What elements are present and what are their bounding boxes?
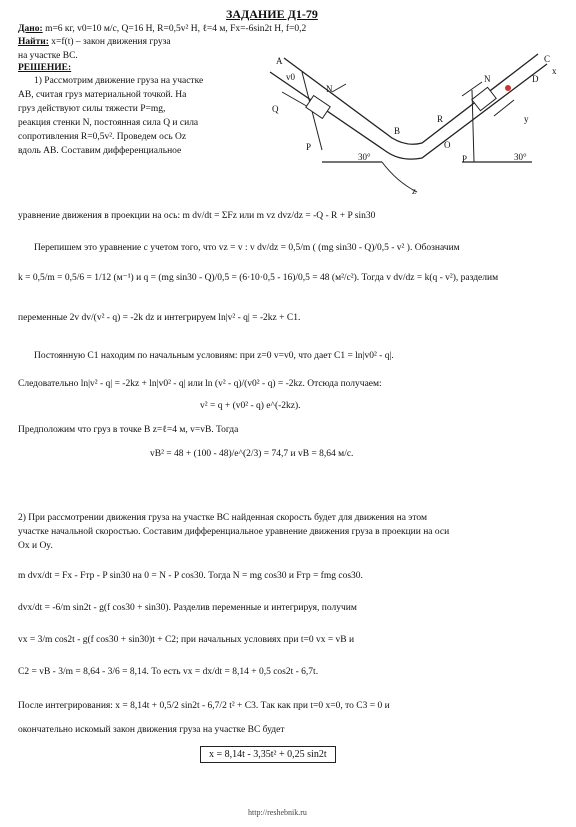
find-text: x=f(t) – закон движения груза bbox=[51, 37, 171, 47]
left-para-line: вдоль AB. Составим дифференциальное bbox=[18, 146, 182, 156]
answer-box: x = 8,14t - 3,35t² + 0,25 sin2t bbox=[200, 746, 336, 763]
body-line: vB² = 48 + (100 - 48)/e^(2/3) = 74,7 и vB = 8,64 м/с. bbox=[150, 449, 354, 459]
given-text: m=6 кг, v0=10 м/с, Q=16 Н, R=0,5v² Н, ℓ=4 м, Fx=-6sin2t Н, f=0,2 bbox=[45, 24, 307, 34]
label-z: z bbox=[412, 186, 416, 196]
part2-line: C2 = vB - 3/m = 8,64 - 3/6 = 8,14. То есть vx = dx/dt = 8,14 + 0,5 cos2t - 6,7t. bbox=[18, 667, 319, 677]
given-label: Дано: bbox=[18, 24, 43, 34]
part2-line: dvx/dt = -6/m sin2t - g(f cos30 + sin30). Разделив переменные и интегрируя, получим bbox=[18, 603, 357, 613]
part2-line: vx = 3/m cos2t - g(f cos30 + sin30)t + C2; при начальных условиях при t=0 vx = vB и bbox=[18, 635, 355, 645]
label-x: x bbox=[552, 66, 557, 76]
label-v0: v0 bbox=[286, 72, 295, 82]
label-B: B bbox=[394, 126, 401, 136]
body-line: Перепишем это уравнение с учетом того, что vz = v : v dv/dz = 0,5/m ( (mg sin30 - Q)/0,5 - v² ). Обозначим bbox=[34, 243, 460, 253]
part2-line: m dvx/dt = Fx - Fтр - P sin30 на 0 = N - P cos30. Тогда N = mg cos30 и Fтр = fmg cos30. bbox=[18, 571, 363, 581]
part2-line: После интегрирования: x = 8,14t + 0,5/2 sin2t - 6,7/2 t² + C3. Так как при t=0 x=0, то C3 = 0 и bbox=[18, 701, 390, 711]
given-line bbox=[18, 23, 306, 35]
left-para-line: сопротивления R=0,5v². Проведем ось Oz bbox=[18, 132, 187, 142]
label-C: C bbox=[544, 54, 551, 64]
body-line: v² = q + (v0² - q) e^(-2kz). bbox=[200, 401, 301, 411]
label-angle-1: 30° bbox=[358, 152, 371, 162]
part2-line: участке начальной скоростью. Составим дифференциальное уравнение движения груза в проекции на оси bbox=[18, 527, 450, 537]
footer-url: http://reshebnik.ru bbox=[248, 808, 307, 817]
part2-line: окончательно искомый закон движения груза на участке BC будет bbox=[18, 725, 285, 735]
label-D: D bbox=[532, 74, 539, 84]
body-line: Предположим что груз в точке B z=ℓ=4 м, v=vB. Тогда bbox=[18, 425, 239, 435]
label-Q: Q bbox=[272, 104, 279, 114]
label-P1: P bbox=[306, 142, 312, 152]
body-line: Постоянную C1 находим по начальным условиям: при z=0 v=v0, что дает C1 = ln|v0² - q|. bbox=[34, 351, 394, 361]
label-O: O bbox=[444, 140, 451, 150]
part2-line: Ox и Oy. bbox=[18, 541, 53, 551]
label-A: A bbox=[276, 56, 283, 66]
find-line-2: на участке BC. bbox=[18, 51, 78, 61]
load-block-bc bbox=[472, 87, 496, 110]
body-line: переменные 2v dv/(v² - q) = -2k dz и интегрируем ln|v² - q| = -2kz + C1. bbox=[18, 313, 301, 323]
label-angle-2: 30° bbox=[514, 152, 527, 162]
label-P2: P bbox=[462, 154, 468, 164]
label-y: y bbox=[524, 114, 529, 124]
left-para-line: 1) Рассмотрим движение груза на участке bbox=[34, 76, 204, 86]
part2-line: 2) При рассмотрении движения груза на участке BC найденная скорость будет для движения на этом bbox=[18, 513, 427, 523]
label-N1: N bbox=[326, 84, 333, 94]
left-para-line: реакция стенки N, постоянная сила Q и сила bbox=[18, 118, 199, 128]
force-marker bbox=[505, 85, 511, 91]
left-para-line: уравнение движения в проекции на ось: m dv/dt = ΣFz или m vz dvz/dz = -Q - R + P sin30 bbox=[18, 211, 376, 221]
label-N2: N bbox=[484, 74, 491, 84]
body-line: k = 0,5/m = 0,5/6 = 1/12 (м⁻¹) и q = (mg sin30 - Q)/0,5 = (6·10·0,5 - 16)/0,5 = 48 (м²/с²). Тогда v dv/dz = k(q - v²), разделим bbox=[18, 273, 499, 283]
incline-figure bbox=[262, 52, 562, 202]
find-line bbox=[18, 36, 171, 48]
body-line: Следовательно ln|v² - q| = -2kz + ln|v0² - q| или ln (v² - q)/(v0² - q) = -2kz. Отсюда получаем: bbox=[18, 379, 382, 389]
page-title: ЗАДАНИЕ Д1-79 bbox=[226, 7, 318, 21]
label-R: R bbox=[437, 114, 444, 124]
figure-labels bbox=[272, 54, 557, 196]
find-label: Найти: bbox=[18, 37, 49, 47]
left-para-line: груз действуют силы тяжести P=mg, bbox=[18, 104, 166, 114]
solution-label: РЕШЕНИЕ: bbox=[18, 63, 72, 73]
left-para-line: AB, считая груз материальной точкой. На bbox=[18, 90, 187, 100]
